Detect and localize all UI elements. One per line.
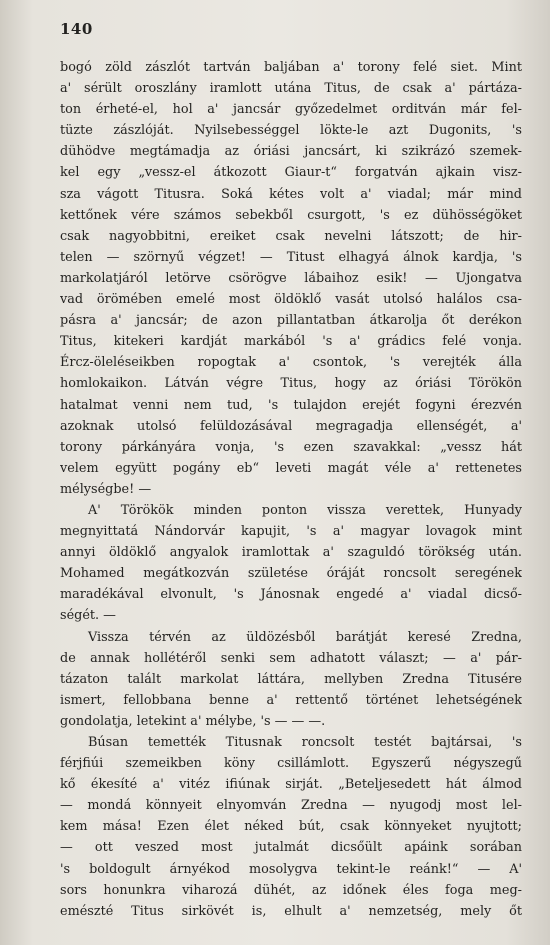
text-line: mélységbe! —: [60, 481, 152, 497]
text-line: férjfiúi szemeikben köny csillámlott. Egyszerű négyszegű: [60, 756, 522, 772]
text-line: torony párkányára vonja, 's ezen szavakkal: „vessz hát: [60, 439, 522, 455]
text-line: ismert, fellobbana benne a' rettentő történet lehetségének: [60, 692, 522, 708]
text-line: kő ékesíté a' vitéz ifiúnak sirját. „Beteljesedett hát álmod: [60, 777, 522, 793]
text-line: Vissza térvén az üldözésből barátját keresé Zredna,: [88, 629, 522, 645]
text-line: dühödve megtámadja az óriási jancsárt, ki szikrázó szemek-: [60, 144, 522, 160]
text-line: velem együtt pogány eb“ leveti magát véle a' rettenetes: [60, 460, 522, 476]
text-line: emészté Titus sirkövét is, elhult a' nemzetség, mely őt: [60, 903, 522, 919]
text-line: homlokaikon. Látván végre Titus, hogy az óriási Törökön: [60, 376, 522, 392]
text-line: ségét. —: [60, 608, 116, 624]
text-line: tüzte zászlóját. Nyilsebességgel lökte-le azt Dugonits, 's: [60, 123, 522, 139]
text-line: sza vágott Titusra. Soká kétes volt a' viadal; már mind: [60, 186, 522, 202]
text-line: telen — szörnyű végzet! — Titust elhagyá álnok kardja, 's: [60, 249, 522, 265]
text-line: — ott veszed most jutalmát dicsőült apáink sorában: [60, 840, 522, 856]
text-line: A' Törökök minden ponton vissza verettek, Hunyady: [88, 502, 522, 518]
body-text: [60, 57, 522, 922]
text-line: bogó zöld zászlót tartván baljában a' torony felé siet. Mint: [60, 60, 522, 75]
text-line: csak nagyobbitni, ereiket csak nevelni látszott; de hir-: [60, 228, 522, 244]
text-line: — mondá könnyeit elnyomván Zredna — nyugodj most lel-: [60, 798, 522, 814]
text-line: Búsan temették Titusnak roncsolt testét bajtársai, 's: [88, 735, 522, 750]
text-line: Ércz-öleléseikben ropogtak a' csontok, 's verejték álla: [60, 355, 522, 371]
text-line: a' sérült oroszlány iramlott utána Titus, de csak a' pártáza-: [60, 81, 522, 97]
text-line: de annak hollétéről senki sem adhatott választ; — a' pár-: [60, 650, 522, 666]
text-line: gondolatja, letekint a' mélybe, 's — — —.: [60, 713, 326, 729]
text-line: hatalmat venni nem tud, 's tulajdon erejét fogyni érezvén: [60, 397, 522, 413]
text-line: Titus, kitekeri kardját markából 's a' grádics felé vonja.: [60, 334, 522, 350]
text-line: kel egy „vessz-el átkozott Giaur-t“ forgatván ajkain visz-: [60, 165, 522, 181]
text-line: pásra a' jancsár; de azon pillantatban átkarolja őt derékon: [60, 313, 522, 329]
text-line: maradékával elvonult, 's Jánosnak engedé a' viadal dicső-: [60, 587, 522, 603]
text-line: 's boldogult árnyékod mosolygva tekint-le reánk!“ — A': [60, 861, 522, 877]
text-line: vad örömében emelé most öldöklő vasát utolsó halálos csa-: [60, 292, 522, 308]
text-line: kem mása! Ezen élet néked bút, csak könnyeket nyujtott;: [60, 819, 522, 835]
text-line: Mohamed megátkozván születése óráját roncsolt seregének: [60, 566, 522, 582]
page-number: 140: [60, 20, 93, 38]
text-line: kettőnek vére számos sebekből csurgott, 's ez dühösségöket: [60, 207, 522, 223]
text-line: megnyittatá Nándorvár kapujit, 's a' magyar lovagok mint: [60, 524, 522, 540]
text-line: sors honunkra viharozá dühét, az időnek éles foga meg-: [60, 882, 522, 898]
text-line: tázaton talált markolat láttára, mellyben Zredna Titusére: [60, 671, 522, 687]
text-line: markolatjáról letörve csörögve lábaihoz esik! — Ujongatva: [60, 270, 522, 286]
text-line: azoknak utolsó felüldozásával megragadja ellenségét, a': [60, 418, 522, 434]
text-line: annyi öldöklő angyalok iramlottak a' szaguldó törökség után.: [60, 545, 522, 561]
text-line: ton érheté-el, hol a' jancsár győzedelmet orditván már fel-: [60, 102, 522, 118]
